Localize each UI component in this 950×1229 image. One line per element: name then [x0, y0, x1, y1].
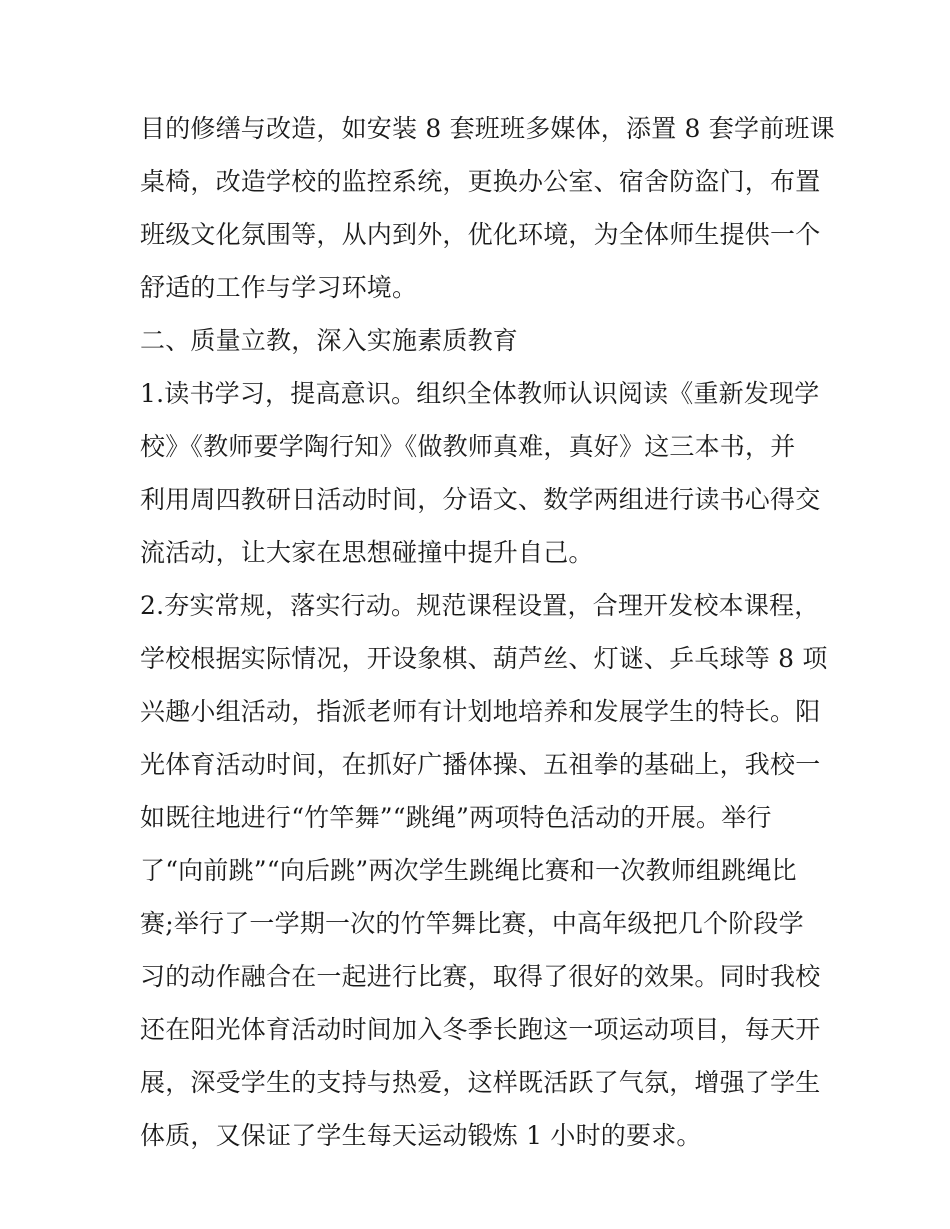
paragraph-line: 桌椅，改造学校的监控系统，更换办公室、宿舍防盗门，布置	[140, 167, 821, 196]
paragraph-line: 光体育活动时间，在抓好广播体操、五祖拳的基础上，我校一	[140, 750, 821, 779]
paragraph-line: 赛;举行了一学期一次的竹竿舞比赛，中高年级把几个阶段学	[140, 909, 804, 938]
paragraph-line: 展，深受学生的支持与热爱，这样既活跃了气氛，增强了学生	[140, 1068, 821, 1097]
paragraph-line: 体质，又保证了学生每天运动锻炼 1 小时的要求。	[140, 1121, 702, 1150]
paragraph-line: 2.夯实常规，落实行动。规范课程设置，合理开发校本课程，	[140, 591, 820, 620]
paragraph-line: 还在阳光体育活动时间加入冬季长跑这一项运动项目，每天开	[140, 1015, 821, 1044]
paragraph-line: 学校根据实际情况，开设象棋、葫芦丝、灯谜、乒乓球等 8 项	[140, 644, 828, 673]
paragraph-line: 利用周四教研日活动时间，分语文、数学两组进行读书心得交	[140, 485, 821, 514]
paragraph-line: 了“向前跳”“向后跳”两次学生跳绳比赛和一次教师组跳绳比	[140, 856, 797, 885]
paragraph-line: 1.读书学习，提高意识。组织全体教师认识阅读《重新发现学	[140, 379, 820, 408]
section-heading: 二、质量立教，深入实施素质教育	[140, 326, 519, 355]
paragraph-line: 目的修缮与改造，如安装 8 套班班多媒体，添置 8 套学前班课	[140, 114, 835, 143]
paragraph-line: 班级文化氛围等，从内到外，优化环境，为全体师生提供一个	[140, 220, 821, 249]
paragraph-line: 如既往地进行“竹竿舞”“跳绳”两项特色活动的开展。举行	[140, 803, 772, 832]
paragraph-line: 兴趣小组活动，指派老师有计划地培养和发展学生的特长。阳	[140, 697, 821, 726]
paragraph-line: 流活动，让大家在思想碰撞中提升自己。	[140, 538, 594, 567]
paragraph-line: 舒适的工作与学习环境。	[140, 273, 418, 302]
paragraph-line: 校》《教师要学陶行知》《做教师真难，真好》这三本书，并	[140, 432, 796, 461]
paragraph-line: 习的动作融合在一起进行比赛，取得了很好的效果。同时我校	[140, 962, 821, 991]
